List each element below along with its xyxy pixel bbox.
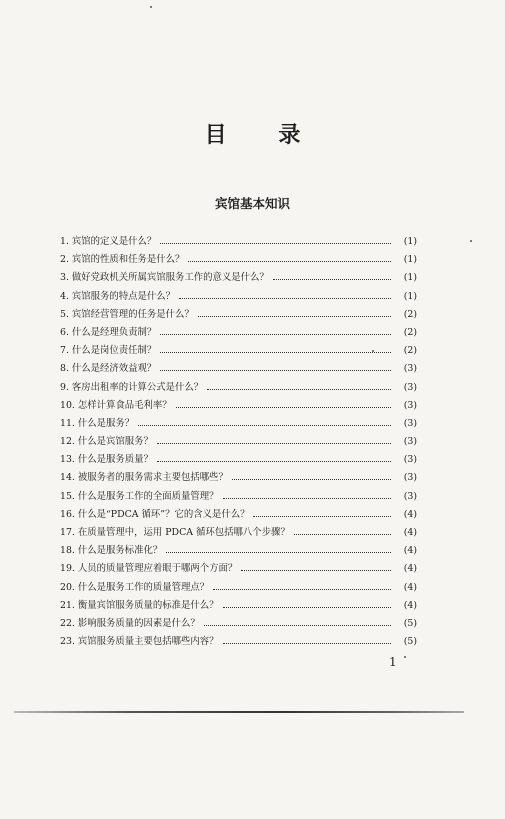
scan-edge-rule xyxy=(14,711,464,713)
scan-speck xyxy=(470,240,472,242)
toc-entry xyxy=(60,488,417,506)
toc-leader-dots xyxy=(223,607,391,608)
toc-entry-page: (3) xyxy=(403,454,417,466)
toc-entry-page: (3) xyxy=(403,399,417,411)
toc-entry-text: 12. 什么是宾馆服务？ xyxy=(60,436,153,448)
toc-entry-text: 9. 客房出租率的计算公式是什么？ xyxy=(60,381,204,393)
scan-speck xyxy=(372,350,374,352)
toc-entry xyxy=(60,560,417,578)
toc-entry-text: 5. 宾馆经营管理的任务是什么？ xyxy=(60,308,194,320)
section-title: 宾馆基本知识 xyxy=(214,196,290,211)
toc-entry-page: (3) xyxy=(403,381,417,393)
toc-leader-dots xyxy=(204,625,391,626)
toc-entry-text: 10. 怎样计算食品毛利率？ xyxy=(60,399,172,411)
toc-entry-page: (3) xyxy=(403,363,417,375)
toc-entry-text: 8. 什么是经济效益观？ xyxy=(60,363,157,375)
toc-leader-dots xyxy=(213,589,391,590)
toc-entry-text: 2. 宾馆的性质和任务是什么？ xyxy=(60,254,185,266)
toc-entry xyxy=(60,615,417,633)
toc-entry-page: (1) xyxy=(403,290,417,302)
toc-entry-page: (4) xyxy=(403,508,417,520)
toc-entry-text: 15. 什么是服务工作的全面质量管理？ xyxy=(60,490,219,502)
toc-entry-page: (2) xyxy=(403,326,417,338)
toc-entry xyxy=(60,233,417,251)
toc-leader-dots xyxy=(241,570,391,571)
toc-entry xyxy=(60,415,417,433)
toc-entry-page: (5) xyxy=(403,636,417,648)
toc-entry-text: 18. 什么是服务标准化？ xyxy=(60,545,163,557)
page-title: 目 录 xyxy=(204,122,323,148)
toc-entry-page: (4) xyxy=(403,545,417,557)
toc-leader-dots xyxy=(160,334,391,335)
toc-entry-text: 4. 宾馆服务的特点是什么？ xyxy=(60,290,176,302)
toc-entry-text: 17. 在质量管理中，运用 PDCA 循环包括哪八个步骤？ xyxy=(60,527,290,538)
toc-entry-text: 19. 人员的质量管理应着眼于哪两个方面？ xyxy=(60,563,238,575)
toc-leader-dots xyxy=(223,643,391,644)
table-of-contents xyxy=(60,233,417,651)
toc-entry xyxy=(60,251,417,269)
toc-entry-text: 23. 宾馆服务质量主要包括哪些内容？ xyxy=(60,636,219,648)
toc-leader-dots xyxy=(160,243,391,244)
toc-entry xyxy=(60,288,417,306)
scan-speck xyxy=(150,6,152,8)
toc-leader-dots xyxy=(223,498,391,499)
toc-entry-page: (4) xyxy=(403,527,417,538)
toc-leader-dots xyxy=(179,298,391,299)
toc-entry-text: 13. 什么是服务质量？ xyxy=(60,454,153,466)
toc-leader-dots xyxy=(294,534,391,535)
toc-entry-text: 7. 什么是岗位责任制？ xyxy=(60,345,157,357)
toc-leader-dots xyxy=(176,407,391,408)
page-number: 1 xyxy=(389,655,397,669)
toc-entry-page: (3) xyxy=(403,472,417,484)
toc-entry-page: (1) xyxy=(403,236,417,247)
toc-entry-page: (4) xyxy=(403,599,417,611)
toc-entry-page: (1) xyxy=(403,272,417,284)
toc-entry-page: (2) xyxy=(403,308,417,320)
toc-entry xyxy=(60,397,417,415)
toc-entry-text: 14. 被服务者的服务需求主要包括哪些？ xyxy=(60,472,228,484)
toc-leader-dots xyxy=(160,370,391,371)
toc-entry-text: 3. 做好党政机关所属宾馆服务工作的意义是什么？ xyxy=(60,272,269,284)
toc-entry xyxy=(60,269,417,287)
toc-leader-dots xyxy=(157,461,391,462)
toc-entry xyxy=(60,469,417,487)
toc-entry xyxy=(60,433,417,451)
toc-leader-dots xyxy=(273,279,391,280)
toc-entry xyxy=(60,506,417,524)
toc-entry xyxy=(60,579,417,597)
toc-leader-dots xyxy=(138,425,391,426)
toc-entry-page: (3) xyxy=(403,417,417,429)
toc-entry-text: 11. 什么是服务？ xyxy=(60,417,135,429)
scan-speck xyxy=(404,656,406,658)
toc-entry-text: 6. 什么是经理负责制？ xyxy=(60,326,157,338)
toc-entry-page: (4) xyxy=(403,581,417,593)
toc-entry xyxy=(60,342,417,360)
toc-entry-text: 22. 影响服务质量的因素是什么？ xyxy=(60,617,200,629)
toc-leader-dots xyxy=(232,479,391,480)
toc-entry xyxy=(60,524,417,542)
toc-entry-page: (2) xyxy=(403,345,417,357)
toc-leader-dots xyxy=(188,261,391,262)
toc-leader-dots xyxy=(160,352,391,353)
toc-entry xyxy=(60,451,417,469)
toc-leader-dots xyxy=(166,552,391,553)
toc-entry-page: (3) xyxy=(403,436,417,448)
toc-entry-page: (5) xyxy=(403,617,417,629)
toc-entry-page: (3) xyxy=(403,490,417,502)
toc-entry xyxy=(60,360,417,378)
toc-entry xyxy=(60,542,417,560)
toc-entry xyxy=(60,324,417,342)
toc-leader-dots xyxy=(198,316,391,317)
toc-entry xyxy=(60,597,417,615)
toc-entry-text: 16. 什么是“PDCA 循环”？它的含义是什么？ xyxy=(60,508,250,520)
toc-entry xyxy=(60,633,417,651)
toc-leader-dots xyxy=(157,443,391,444)
toc-entry-text: 20. 什么是服务工作的质量管理点？ xyxy=(60,581,210,593)
toc-entry-page: (1) xyxy=(403,254,417,266)
toc-leader-dots xyxy=(253,516,391,517)
toc-entry xyxy=(60,306,417,324)
toc-entry-text: 21. 衡量宾馆服务质量的标准是什么？ xyxy=(60,599,219,611)
toc-entry xyxy=(60,379,417,397)
toc-entry-text: 1. 宾馆的定义是什么？ xyxy=(60,236,157,247)
toc-entry-page: (4) xyxy=(403,563,417,575)
toc-leader-dots xyxy=(207,389,391,390)
